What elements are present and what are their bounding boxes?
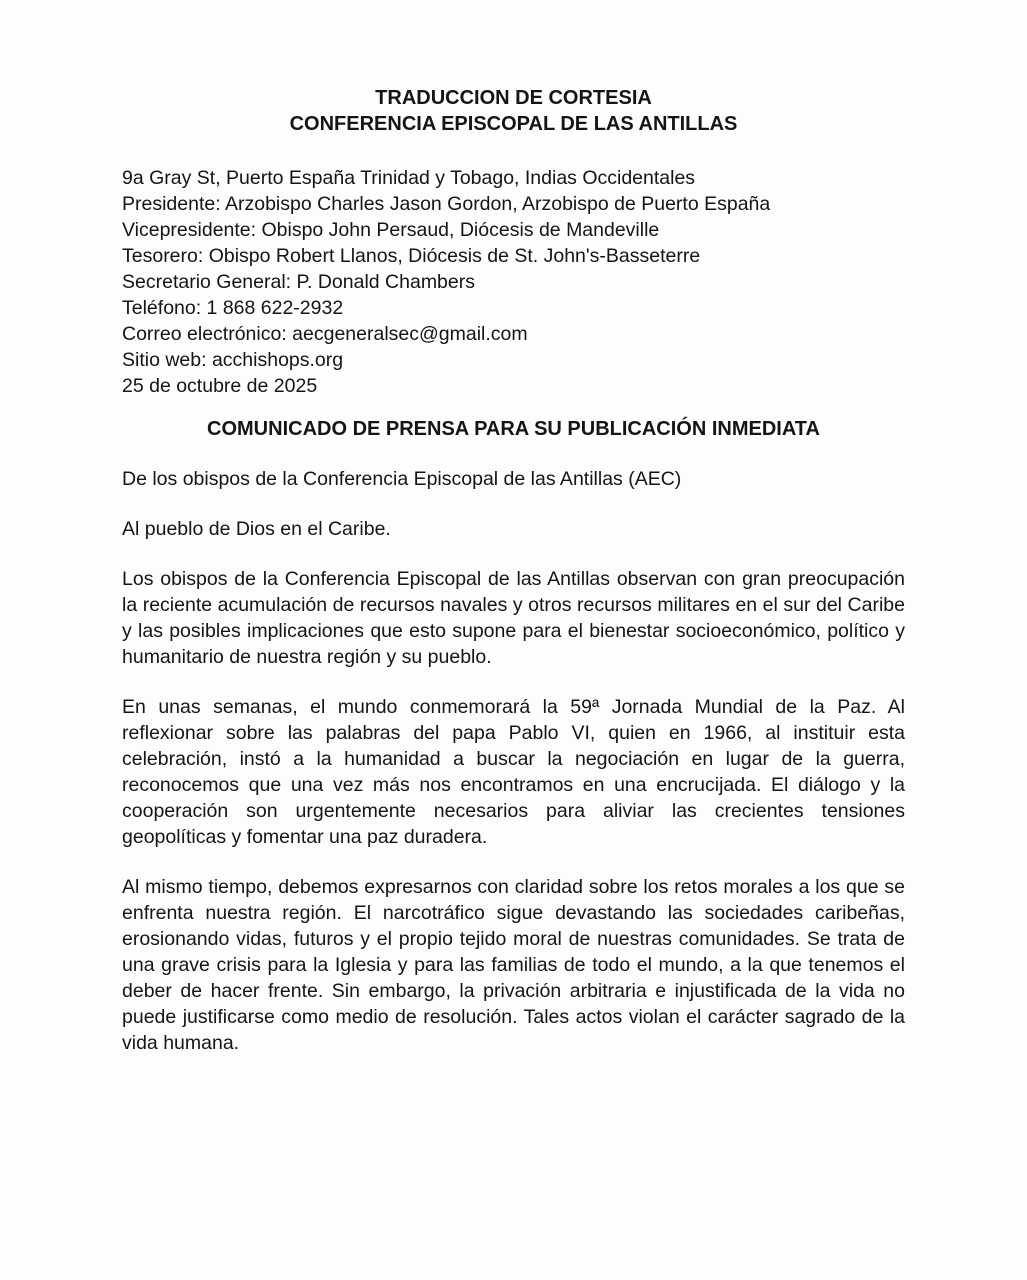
letterhead-website-line: Sitio web: acchishops.org	[122, 349, 344, 371]
salutation: Al pueblo de Dios en el Caribe.	[122, 518, 391, 540]
body-paragraph-1: Los obispos de la Conferencia Episcopal de las Antillas observan con gran preocupación la reciente acumulación de recursos navales y otros recursos militares en el sur del Caribe y las posibles implicaciones que esto supone para el bienestar socioeconómico, político y humanitario de nuestra región y su pueblo.	[122, 568, 905, 668]
letterhead-address-line: 9a Gray St, Puerto España Trinidad y Tobago, Indias Occidentales	[122, 167, 696, 189]
letterhead-secretary-line: Secretario General: P. Donald Chambers	[122, 271, 475, 293]
press-release-headline: COMUNICADO DE PRENSA PARA SU PUBLICACIÓN INMEDIATA	[207, 418, 820, 440]
letterhead-date-line: 25 de octubre de 2025	[122, 375, 318, 397]
letterhead-treasurer-line: Tesorero: Obispo Robert Llanos, Diócesis de St. John's-Basseterre	[122, 245, 701, 267]
letterhead-phone-line: Teléfono: 1 868 622-2932	[122, 297, 344, 319]
body-paragraph-3: Al mismo tiempo, debemos expresarnos con claridad sobre los retos morales a los que se enfrenta nuestra región. El narcotráfico sigue devastando las sociedades caribeñas, erosionando vidas, futuros y el propio tejido moral de nuestras comunidades. Se trata de una grave crisis para la Iglesia y para las familias de todo el mundo, a la que tenemos el deber de hacer frente. Sin embargo, la privación arbitraria e injustificada de la vida no puede justificarse como medio de resolución. Tales actos violan el carácter sagrado de la vida humana.	[122, 876, 905, 1054]
byline: De los obispos de la Conferencia Episcopal de las Antillas (AEC)	[122, 468, 682, 490]
document-title-block	[122, 85, 905, 137]
body-paragraph-2: En unas semanas, el mundo conmemorará la 59ª Jornada Mundial de la Paz. Al reflexionar sobre las palabras del papa Pablo VI, quien en 1966, al instituir esta celebración, instó a la humanidad a buscar la negociación en lugar de la guerra, reconocemos que una vez más nos encontramos en una encrucijada. El diálogo y la cooperación son urgentemente necesarios para aliviar las crecientes tensiones geopolíticas y fomentar una paz duradera.	[122, 696, 905, 848]
letterhead-email-line: Correo electrónico: aecgeneralsec@gmail.com	[122, 323, 528, 345]
courtesy-translation-title: TRADUCCION DE CORTESIA	[375, 87, 652, 109]
letterhead-vicepresident-line: Vicepresidente: Obispo John Persaud, Diócesis de Mandeville	[122, 219, 660, 241]
letterhead-president-line: Presidente: Arzobispo Charles Jason Gordon, Arzobispo de Puerto España	[122, 193, 771, 215]
letterhead-block	[122, 165, 905, 399]
organization-title: CONFERENCIA EPISCOPAL DE LAS ANTILLAS	[289, 113, 738, 135]
